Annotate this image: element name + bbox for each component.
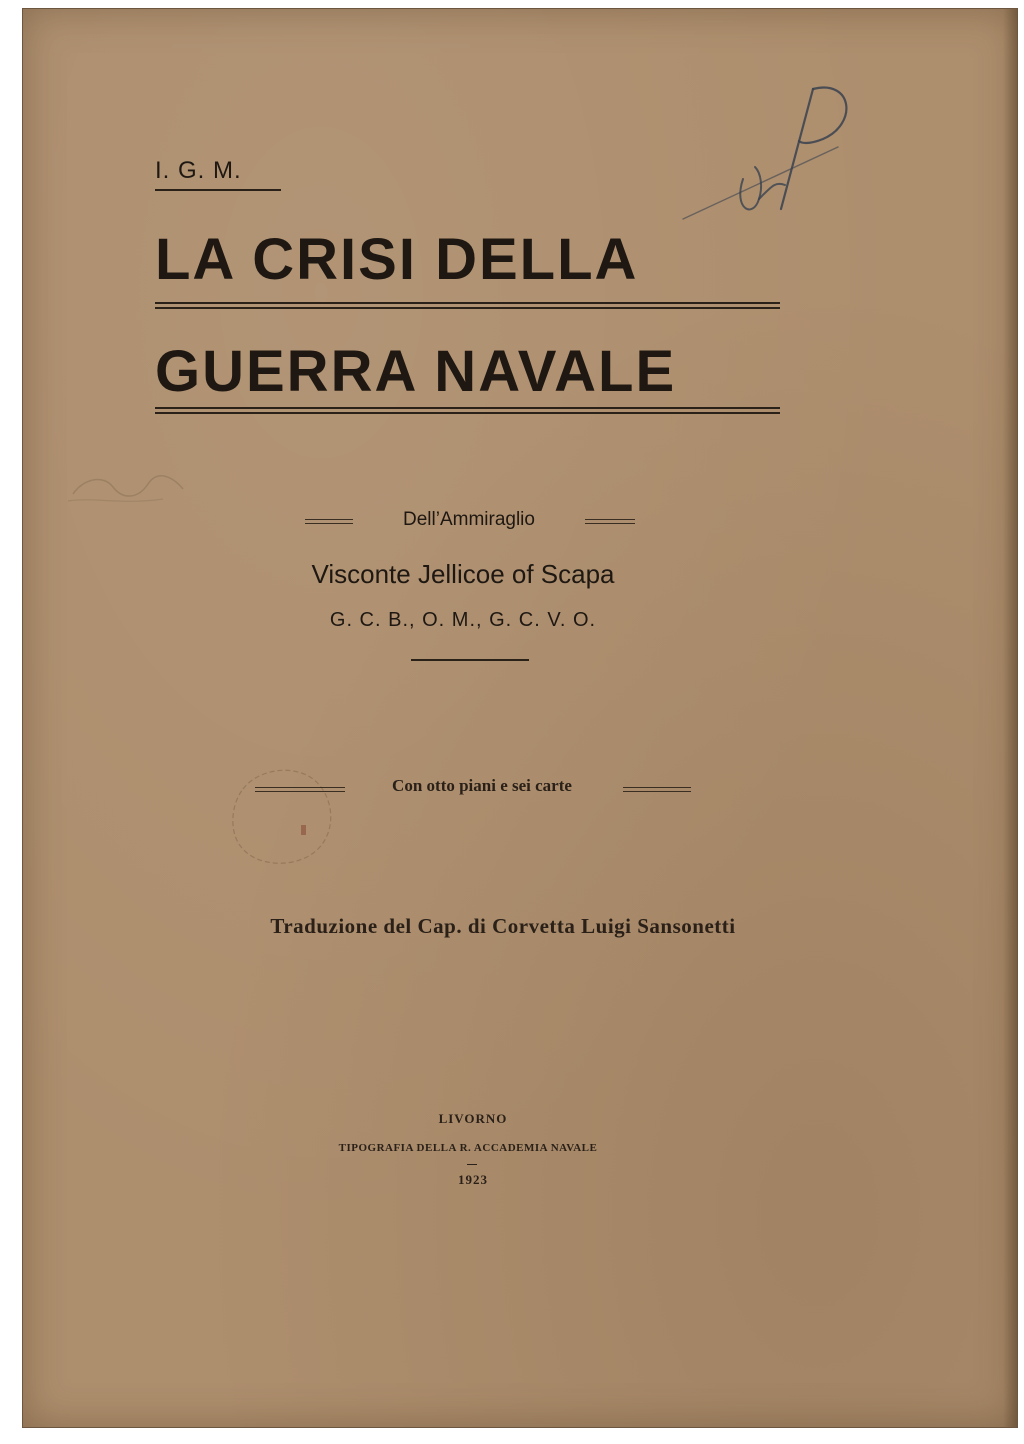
title-line-2: GUERRA NAVALE — [155, 339, 677, 404]
imprint-divider — [467, 1164, 477, 1165]
series-underline — [155, 189, 281, 191]
author-divider — [411, 659, 529, 661]
byline-ornament-left — [305, 519, 353, 524]
contents-ornament-left — [255, 787, 345, 792]
author-honors: G. C. B., O. M., G. C. V. O. — [329, 609, 597, 631]
imprint-city: LIVORNO — [438, 1111, 508, 1126]
imprint-printer: TIPOGRAFIA DELLA R. ACCADEMIA NAVALE — [338, 1142, 598, 1154]
cover-edge-shadow — [1003, 9, 1017, 1427]
byline: Dell’Ammiraglio — [403, 509, 535, 530]
handwritten-mark-icon — [663, 69, 863, 239]
water-stain-icon — [213, 749, 353, 879]
faint-pencil-scribble — [53, 439, 193, 519]
title-double-rule-2 — [155, 407, 780, 414]
title-double-rule-1 — [155, 302, 780, 309]
contents-note: Con otto piani e sei carte — [392, 776, 572, 795]
imprint-year: 1923 — [458, 1172, 488, 1187]
title-line-1: LA CRISI DELLA — [155, 227, 639, 292]
author-name: Visconte Jellicoe of Scapa — [311, 559, 615, 589]
byline-ornament-right — [585, 519, 635, 524]
translator-credit: Traduzione del Cap. di Corvetta Luigi Sansonetti — [270, 914, 736, 938]
book-cover — [22, 8, 1018, 1428]
series-label: I. G. M. — [155, 157, 242, 184]
contents-ornament-right — [623, 787, 691, 792]
